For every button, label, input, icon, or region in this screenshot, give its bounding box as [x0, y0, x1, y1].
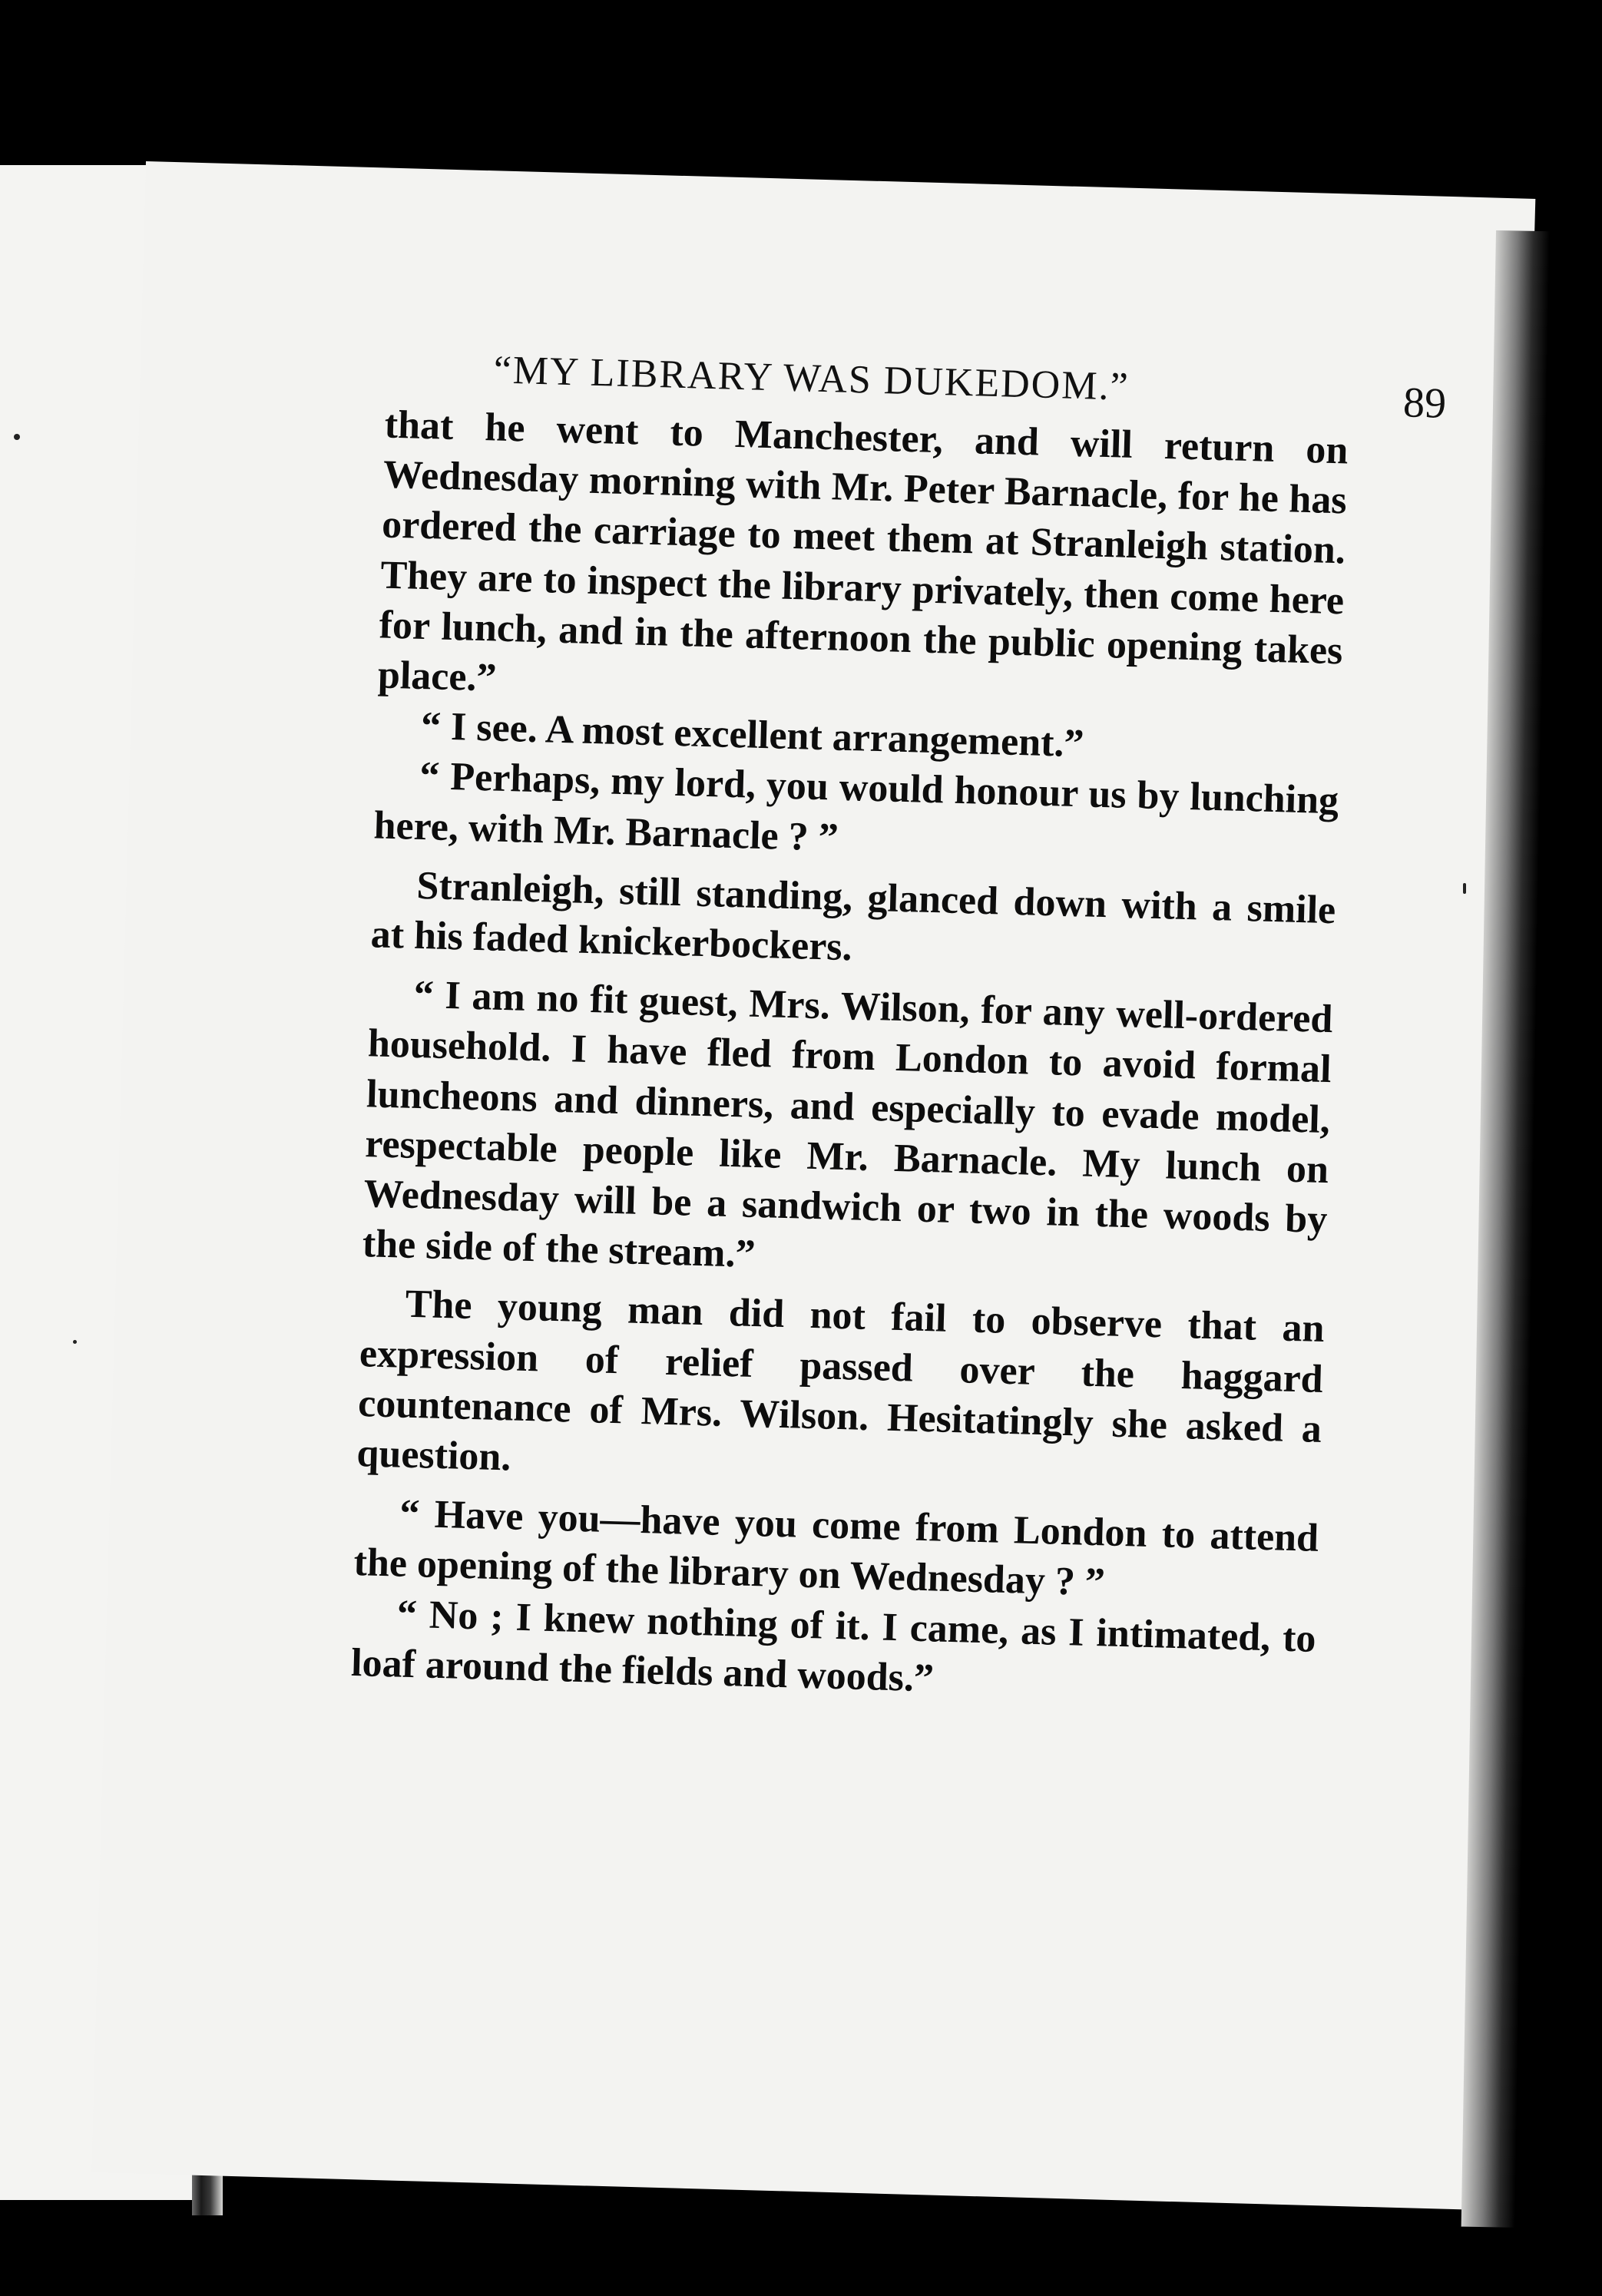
book-page	[91, 161, 1535, 2210]
scan-speck	[73, 1340, 77, 1344]
paragraph: “ No ; I knew nothing of it. I came, as I intimated, to loaf around the fields and woods.”	[350, 1592, 1317, 1701]
paragraph: “ Have you—have you come from London to attend the opening of the library on Wednesday ? ”	[353, 1491, 1319, 1605]
paragraph: The young man did not fail to observe that an expression of relief passed over the haggard countenance of Mrs. Wilson. Hesitatingly she asked a question.	[356, 1282, 1326, 1480]
running-head	[493, 347, 1531, 428]
paragraph: “ I see. A most excellent arrangement.”	[420, 704, 1085, 766]
page-body-text	[350, 400, 1349, 1714]
paragraph: “ I am no fit guest, Mrs. Wilson, for any well-ordered household. I have fled from London to avoid formal luncheons and dinners, and especially to evade model, respectable people like Mr. Barnacle. My lunch on Wednesday will be a sandwich or two in the woods by the side of the stream.”	[362, 973, 1334, 1277]
paragraph: that he went to Manchester, and will return on Wednesday morning with Mr. Peter Barnacle, for he has ordered the carriage to meet them at Stranleigh station. They are to inspect the library privately, then come here for lunch, and in the afternoon the public opening takes place.”	[377, 402, 1349, 700]
scan-speck	[14, 434, 20, 440]
paragraph: Stranleigh, still standing, glanced down with a smile at his faded knickerbockers.	[370, 863, 1336, 970]
scan-speck	[1463, 883, 1466, 894]
page-number: 89	[1402, 379, 1447, 428]
paragraph: “ Perhaps, my lord, you would honour us by lunching here, with Mr. Barnacle ? ”	[372, 754, 1339, 860]
running-head-title: “MY LIBRARY WAS DUKEDOM.”	[493, 348, 1130, 409]
